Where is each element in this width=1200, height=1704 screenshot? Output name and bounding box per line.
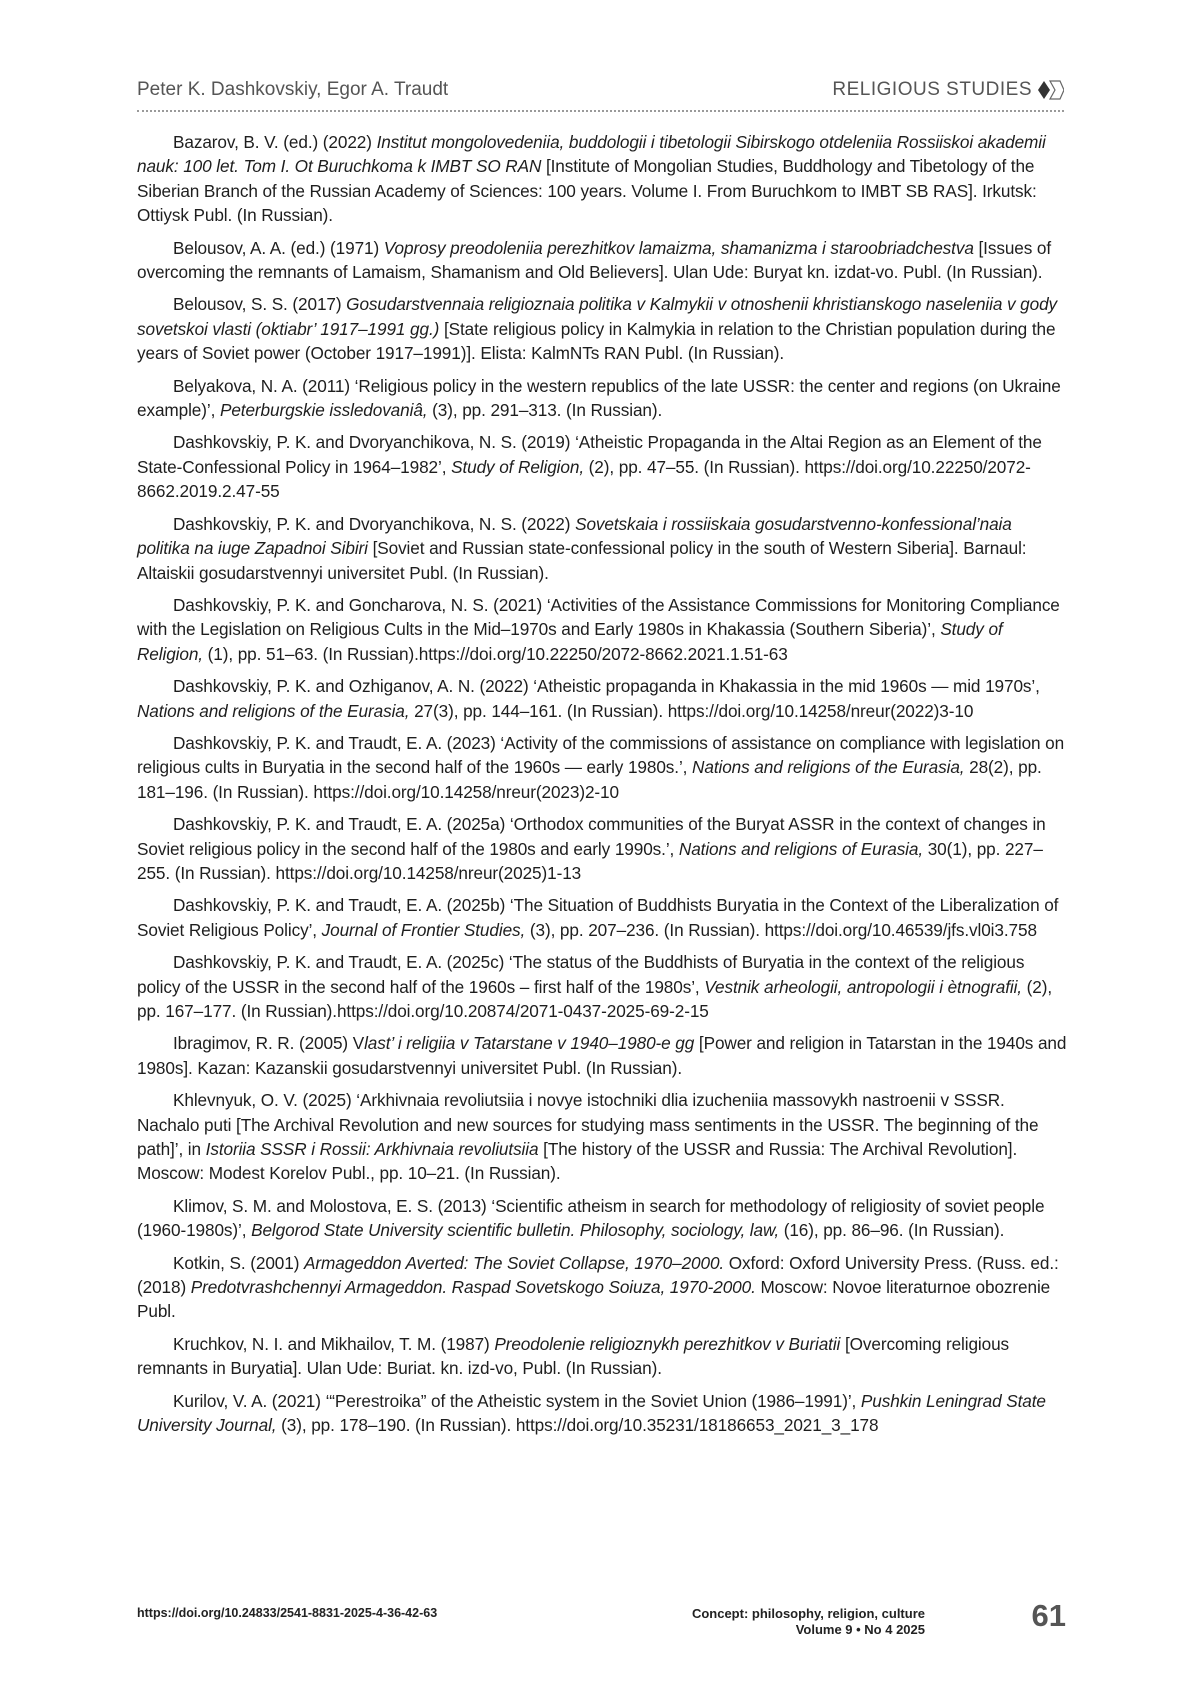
section-title: RELIGIOUS STUDIES <box>832 79 1032 100</box>
reference-title: Study of Religion, <box>137 619 1003 664</box>
reference-title: Sovetskaia i rossiiskaia gosudarstvenno-konfessional’naia politika na iuge Zapadnoi Sibiri <box>137 513 1012 559</box>
reference-text: Kotkin, S. (2001) <box>173 1252 304 1273</box>
reference-entry <box>137 1088 1069 1186</box>
reference-entry <box>137 1389 1069 1438</box>
reference-entry <box>137 292 1069 365</box>
reference-entry <box>137 593 1069 666</box>
reference-title: Nations and religions of Eurasia, <box>678 838 924 859</box>
reference-text: Kruchkov, N. I. and Mikhailov, T. M. (1987) <box>173 1333 495 1354</box>
reference-text: (3), pp. 207–236. (In Russian). https://doi.org/10.46539/jfs.vl0i3.758 <box>525 919 1037 940</box>
reference-entry <box>137 374 1069 423</box>
reference-entry <box>137 812 1069 885</box>
reference-title: Belgorod State University scientific bulletin. Philosophy, sociology, law, <box>251 1220 780 1241</box>
running-head-section <box>832 79 1064 101</box>
reference-title: Armageddon Averted: The Soviet Collapse, 1970–2000. <box>304 1252 725 1273</box>
reference-text: [Soviet and Russian state-confessional policy in the south of Western Siberia]. Barnaul: Altaiskii gosudarstvennyi universitet Publ. (In Russian). <box>137 538 1027 583</box>
reference-entry <box>137 731 1069 804</box>
journal-title: Concept: philosophy, religion, culture <box>691 1606 925 1621</box>
reference-text: Ibragimov, R. R. (2005) V <box>173 1033 365 1054</box>
reference-text: [Power and religion in Tatarstan in the 1940s and 1980s]. Kazan: Kazanskii gosudarstvennyi universitet Publ. (In Russian). <box>137 1033 1067 1078</box>
reference-text: Dashkovskiy, P. K. and Goncharova, N. S. (2021) ‘Activities of the Assistance Commissions for Monitoring Compliance with the Legislation on Religious Cults in the Mid–1970s and Early 1980s in Khakassia (Southern Siberia)’, <box>137 594 1060 640</box>
reference-text: Bazarov, B. V. (ed.) (2022) <box>173 132 377 152</box>
reference-title: Journal of Frontier Studies, <box>321 919 526 940</box>
reference-title: Institut mongolovedeniia, buddologii i tibetologii Sibirskogo otdeleniia Rossiiskoi akademii nauk: 100 let. Tom I. Ot Buruchkoma k IMBT SO RAN <box>137 132 1046 177</box>
reference-text: Dashkovskiy, P. K. and Traudt, E. A. (2025c) ‘The status of the Buddhists of Buryatia in the context of the religious policy of the USSR in the second half of the 1960s – first half of the 1980s’, <box>137 952 1025 997</box>
reference-text: 27(3), pp. 144–161. (In Russian). https://doi.org/10.14258/nreur(2022)3-10 <box>409 700 974 721</box>
reference-text: Dashkovskiy, P. K. and Dvoryanchikova, N. S. (2019) ‘Atheistic Propaganda in the Altai Region as an Element of the State-Confessional Policy in 1964–1982’, <box>137 432 1042 477</box>
reference-text: Belousov, A. A. (ed.) (1971) <box>173 237 384 258</box>
reference-title: Predotvrashchennyi Armageddon. Raspad Sovetskogo Soiuza, 1970-2000. <box>190 1277 756 1298</box>
reference-text: Dashkovskiy, P. K. and Traudt, E. A. (2025b) ‘The Situation of Buddhists Buryatia in the Context of the Liberalization of Soviet Religious Policy’, <box>137 895 1059 940</box>
reference-text: (2), pp. 167–177. (In Russian).https://doi.org/10.20874/2071-0437-2025-69-2-15 <box>137 976 1053 1021</box>
reference-text: [State religious policy in Kalmykia in relation to the Christian population during the years of Soviet power (October 1917–1991)]. Elista: KalmNTs RAN Publ. (In Russian). <box>137 318 1056 364</box>
reference-entry <box>137 1251 1069 1324</box>
reference-text: [Institute of Mongolian Studies, Buddhology and Tibetology of the Siberian Branch of the Russian Academy of Sciences: 100 years. Volume I. From Buruchkom to IMBT SB RAS]. Irkutsk: Ottiysk Publ. (In Russian). <box>137 156 1037 226</box>
reference-text: (1), pp. 51–63. (In Russian).https://doi.org/10.22250/2072-8662.2021.1.51-63 <box>202 643 788 664</box>
reference-text: Moscow: Novoe literaturnoe obozrenie Publ. <box>137 1277 1051 1322</box>
journal-volume: Volume 9 • No 4 2025 <box>795 1622 925 1637</box>
reference-entry <box>137 130 1069 228</box>
reference-entry <box>137 893 1069 942</box>
reference-title: Gosudarstvennaia religioznaia politika v Kalmykii v otnoshenii khristianskogo naseleniia v gody sovetskoi vlasti (oktiabr’ 1917–1991 gg.) <box>137 294 1058 339</box>
running-head-authors: Peter K. Dashkovskiy, Egor A. Traudt <box>137 79 449 100</box>
reference-text: Dashkovskiy, P. K. and Traudt, E. A. (2025a) ‘Orthodox communities of the Buryat ASSR in the context of changes in Soviet religious policy in the second half of the 1980s and early 1990s.’, <box>137 814 1046 859</box>
reference-title: Preodolenie religioznykh perezhitkov v Buriatii <box>494 1333 841 1354</box>
reference-text: Kurilov, V. A. (2021) ‘“Perestroika” of the Atheistic system in the Soviet Union (1986–1991)’, <box>173 1390 861 1411</box>
footer-journal <box>640 1606 925 1638</box>
reference-text: [The history of the USSR and Russia: The Archival Revolution]. Moscow: Modest Korelov Publ., pp. 10–21. (In Russian). <box>137 1139 1018 1184</box>
reference-title: Peterburgskie issledovaniâ, <box>219 400 428 421</box>
reference-text: Dashkovskiy, P. K. and Dvoryanchikova, N. S. (2022) <box>173 513 576 534</box>
page-header <box>137 76 1064 112</box>
reference-title: Vestnik arheologii, antropologii i ètnografii, <box>704 976 1022 997</box>
reference-entry <box>137 674 1069 723</box>
reference-text: [Issues of overcoming the remnants of Lamaism, Shamanism and Old Believers]. Ulan Ude: Buryat kn. izdat-vo. Publ. (In Russian). <box>137 237 1052 283</box>
reference-text: 28(2), pp. 181–196. (In Russian). https://doi.org/10.14258/nreur(2023)2-10 <box>137 757 1042 802</box>
reference-title: Pushkin Leningrad State University Journal, <box>137 1390 1046 1436</box>
reference-list <box>137 130 1069 1446</box>
reference-entry <box>137 430 1069 503</box>
reference-text: Belousov, S. S. (2017) <box>173 294 347 315</box>
reference-text: Klimov, S. M. and Molostova, E. S. (2013) ‘Scientific atheism in search for methodology of religiosity of soviet people (1960-1980s)’, <box>137 1195 1045 1241</box>
reference-title: Nations and religions of the Eurasia, <box>692 757 965 778</box>
reference-text: Dashkovskiy, P. K. and Ozhiganov, A. N. (2022) ‘Atheistic propaganda in Khakassia in the mid 1960s — mid 1970s’, <box>173 676 1040 697</box>
reference-title: Nations and religions of the Eurasia, <box>137 700 410 721</box>
reference-text: (2), pp. 47–55. (In Russian). https://doi.org/10.22250/2072-8662.2019.2.47-55 <box>137 456 1031 502</box>
reference-title: Study of Religion, <box>451 456 584 477</box>
reference-text: Oxford: Oxford University Press. (Russ. ed.: (2018) <box>137 1252 1059 1298</box>
reference-text: (16), pp. 86–96. (In Russian). <box>779 1220 1005 1241</box>
reference-entry <box>137 512 1069 585</box>
reference-title: Voprosy preodoleniia perezhitkov lamaizma, shamanizma i staroobriadchestva <box>383 237 974 258</box>
reference-entry <box>137 950 1069 1023</box>
reference-title: last’ i religiia v Tatarstane v 1940–1980-e gg <box>364 1033 695 1054</box>
reference-text: [Overcoming religious remnants in Buryatia]. Ulan Ude: Buriat. kn. izd-vo, Publ. (In Russian). <box>137 1333 1010 1379</box>
section-logo-icon <box>1038 79 1064 101</box>
reference-text: 30(1), pp. 227–255. (In Russian). https://doi.org/10.14258/nreur(2025)1-13 <box>137 838 1043 883</box>
reference-entry <box>137 1194 1069 1243</box>
reference-text: Dashkovskiy, P. K. and Traudt, E. A. (2023) ‘Activity of the commissions of assistance on compliance with legislation on religious cults in Buryatia in the second half of the 1960s — early 1980s.’, <box>137 732 1065 778</box>
reference-entry <box>137 236 1069 285</box>
reference-text: (3), pp. 178–190. (In Russian). https://doi.org/10.35231/18186653_2021_3_178 <box>276 1415 879 1436</box>
reference-entry <box>137 1031 1069 1080</box>
footer-doi: https://doi.org/10.24833/2541-8831-2025-4-36-42-63 <box>137 1606 438 1620</box>
reference-title: Istoriia SSSR i Rossii: Arkhivnaia revoliutsiia <box>205 1139 539 1160</box>
reference-entry <box>137 1332 1069 1381</box>
reference-text: (3), pp. 291–313. (In Russian). <box>427 400 663 421</box>
reference-text: Khlevnyuk, O. V. (2025) ‘Arkhivnaia revoliutsiia i novye istochniki dlia izucheniia massovykh nastroenii v SSSR. Nachalo puti [The Archival Revolution and new sources for studying mass sentiments in the USSR. The beginning of the path]’, in <box>137 1090 1039 1160</box>
page-number: 61 <box>1031 1598 1066 1633</box>
reference-text: Belyakova, N. A. (2011) ‘Religious policy in the western republics of the late USSR: the center and regions (on Ukraine example)’, <box>137 375 1061 421</box>
